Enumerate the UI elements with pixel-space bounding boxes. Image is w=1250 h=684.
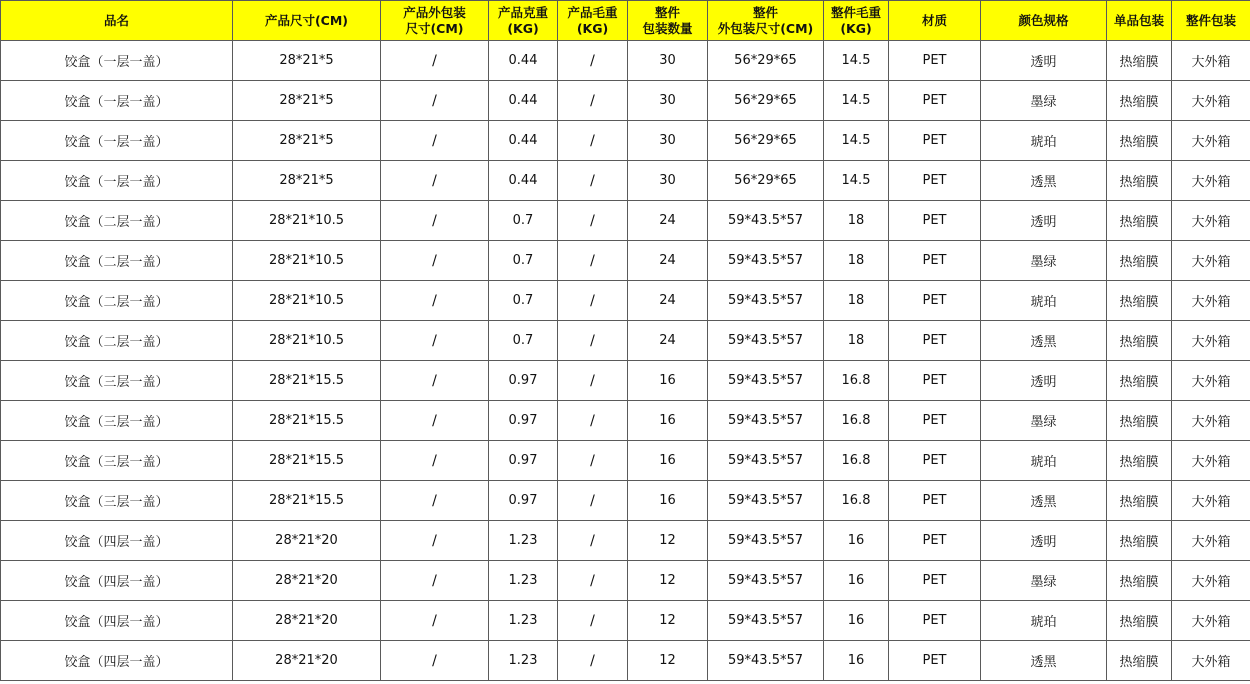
column-header-line: 外包装尺寸(CM) — [717, 20, 814, 36]
cell-carton-pack[interactable]: 大外箱 — [1172, 441, 1250, 481]
cell-size[interactable]: 28*21*10.5 — [233, 281, 381, 321]
cell-carton-size[interactable]: 59*43.5*57 — [708, 641, 824, 681]
cell-unit-pack[interactable]: 热缩膜 — [1107, 521, 1172, 561]
cell-gross-weight[interactable]: / — [558, 361, 628, 401]
cell-gross-weight[interactable]: / — [558, 601, 628, 641]
column-header-carton-weight[interactable] — [824, 1, 889, 41]
cell-carton-pack[interactable]: 大外箱 — [1172, 561, 1250, 601]
cell-color[interactable]: 墨绿 — [981, 81, 1107, 121]
cell-size[interactable]: 28*21*5 — [233, 121, 381, 161]
cell-outer-size[interactable]: / — [381, 201, 489, 241]
column-header-line: 材质 — [921, 12, 947, 28]
column-header-line: 产品尺寸(CM) — [264, 12, 349, 28]
cell-gross-weight[interactable]: / — [558, 561, 628, 601]
cell-size[interactable]: 28*21*20 — [233, 641, 381, 681]
cell-carton-size[interactable]: 59*43.5*57 — [708, 201, 824, 241]
cell-outer-size[interactable]: / — [381, 241, 489, 281]
table-row — [1, 121, 1250, 161]
cell-gross-weight[interactable]: / — [558, 41, 628, 81]
cell-carton-weight[interactable]: 18 — [824, 281, 889, 321]
cell-outer-size[interactable]: / — [381, 281, 489, 321]
table-row — [1, 201, 1250, 241]
cell-size[interactable]: 28*21*5 — [233, 41, 381, 81]
table-row — [1, 641, 1250, 681]
table-body — [1, 41, 1250, 681]
cell-unit-pack[interactable]: 热缩膜 — [1107, 121, 1172, 161]
cell-outer-size[interactable]: / — [381, 601, 489, 641]
table-row — [1, 321, 1250, 361]
cell-carton-size[interactable]: 59*43.5*57 — [708, 401, 824, 441]
cell-name[interactable]: 饺盒（四层一盖） — [1, 601, 233, 641]
cell-carton-pack[interactable]: 大外箱 — [1172, 161, 1250, 201]
table-row — [1, 241, 1250, 281]
cell-color[interactable]: 透黑 — [981, 481, 1107, 521]
cell-name[interactable]: 饺盒（四层一盖） — [1, 561, 233, 601]
cell-color[interactable]: 琥珀 — [981, 601, 1107, 641]
cell-carton-weight[interactable]: 16.8 — [824, 441, 889, 481]
cell-gross-weight[interactable]: / — [558, 641, 628, 681]
cell-unit-pack[interactable]: 热缩膜 — [1107, 401, 1172, 441]
cell-size[interactable]: 28*21*5 — [233, 161, 381, 201]
cell-carton-weight[interactable]: 14.5 — [824, 121, 889, 161]
cell-carton-size[interactable]: 59*43.5*57 — [708, 321, 824, 361]
cell-carton-pack[interactable]: 大外箱 — [1172, 241, 1250, 281]
cell-size[interactable]: 28*21*15.5 — [233, 361, 381, 401]
cell-carton-pack[interactable]: 大外箱 — [1172, 121, 1250, 161]
cell-carton-qty[interactable]: 24 — [628, 241, 708, 281]
cell-name[interactable]: 饺盒（一层一盖） — [1, 81, 233, 121]
cell-carton-pack[interactable]: 大外箱 — [1172, 521, 1250, 561]
cell-material[interactable]: PET — [889, 81, 981, 121]
cell-size[interactable]: 28*21*5 — [233, 81, 381, 121]
cell-carton-weight[interactable]: 16.8 — [824, 481, 889, 521]
cell-carton-qty[interactable]: 12 — [628, 521, 708, 561]
cell-gross-weight[interactable]: / — [558, 81, 628, 121]
column-header-net-weight[interactable] — [489, 1, 558, 41]
cell-carton-weight[interactable]: 16 — [824, 561, 889, 601]
cell-unit-pack[interactable]: 热缩膜 — [1107, 41, 1172, 81]
column-header-carton-pack[interactable] — [1172, 1, 1250, 41]
table-row — [1, 81, 1250, 121]
cell-carton-qty[interactable]: 30 — [628, 121, 708, 161]
cell-carton-weight[interactable]: 16.8 — [824, 361, 889, 401]
column-header-line: 整件毛重 — [830, 4, 881, 20]
cell-net-weight[interactable]: 1.23 — [489, 561, 558, 601]
column-header-line: 品名 — [103, 12, 129, 28]
cell-color[interactable]: 透明 — [981, 201, 1107, 241]
cell-name[interactable]: 饺盒（二层一盖） — [1, 201, 233, 241]
cell-net-weight[interactable]: 0.97 — [489, 441, 558, 481]
column-header-line: 产品克重 — [497, 4, 548, 20]
cell-gross-weight[interactable]: / — [558, 441, 628, 481]
cell-carton-weight[interactable]: 14.5 — [824, 41, 889, 81]
table-row — [1, 561, 1250, 601]
cell-carton-size[interactable]: 59*43.5*57 — [708, 481, 824, 521]
cell-outer-size[interactable]: / — [381, 361, 489, 401]
column-header-line: (KG) — [507, 20, 539, 36]
cell-net-weight[interactable]: 0.44 — [489, 121, 558, 161]
cell-carton-qty[interactable]: 16 — [628, 481, 708, 521]
column-header-line: 产品毛重 — [567, 4, 618, 20]
cell-outer-size[interactable]: / — [381, 641, 489, 681]
cell-name[interactable]: 饺盒（三层一盖） — [1, 361, 233, 401]
cell-carton-size[interactable]: 59*43.5*57 — [708, 441, 824, 481]
column-header-line: 单品包装 — [1113, 12, 1164, 28]
cell-carton-qty[interactable]: 30 — [628, 41, 708, 81]
column-header-gross-weight[interactable] — [558, 1, 628, 41]
cell-net-weight[interactable]: 0.7 — [489, 321, 558, 361]
cell-material[interactable]: PET — [889, 521, 981, 561]
cell-unit-pack[interactable]: 热缩膜 — [1107, 641, 1172, 681]
cell-name[interactable]: 饺盒（四层一盖） — [1, 641, 233, 681]
cell-carton-pack[interactable]: 大外箱 — [1172, 281, 1250, 321]
table-row — [1, 601, 1250, 641]
cell-unit-pack[interactable]: 热缩膜 — [1107, 561, 1172, 601]
cell-material[interactable]: PET — [889, 121, 981, 161]
cell-carton-qty[interactable]: 12 — [628, 601, 708, 641]
cell-carton-pack[interactable]: 大外箱 — [1172, 481, 1250, 521]
cell-outer-size[interactable]: / — [381, 561, 489, 601]
cell-material[interactable]: PET — [889, 161, 981, 201]
cell-carton-weight[interactable]: 18 — [824, 321, 889, 361]
table-row — [1, 161, 1250, 201]
column-header-unit-pack[interactable] — [1107, 1, 1172, 41]
cell-gross-weight[interactable]: / — [558, 241, 628, 281]
table-row — [1, 41, 1250, 81]
cell-carton-qty[interactable]: 30 — [628, 81, 708, 121]
cell-net-weight[interactable]: 0.7 — [489, 201, 558, 241]
column-header-carton-qty[interactable] — [628, 1, 708, 41]
cell-outer-size[interactable]: / — [381, 161, 489, 201]
cell-material[interactable]: PET — [889, 401, 981, 441]
cell-unit-pack[interactable]: 热缩膜 — [1107, 441, 1172, 481]
cell-outer-size[interactable]: / — [381, 321, 489, 361]
cell-size[interactable]: 28*21*10.5 — [233, 201, 381, 241]
cell-carton-qty[interactable]: 16 — [628, 361, 708, 401]
table-row — [1, 361, 1250, 401]
cell-carton-qty[interactable]: 16 — [628, 401, 708, 441]
cell-net-weight[interactable]: 1.23 — [489, 521, 558, 561]
cell-material[interactable]: PET — [889, 241, 981, 281]
cell-net-weight[interactable]: 0.44 — [489, 161, 558, 201]
column-header-size[interactable] — [233, 1, 381, 41]
column-header-line: 整件 — [654, 4, 680, 20]
cell-gross-weight[interactable]: / — [558, 481, 628, 521]
table-row — [1, 281, 1250, 321]
cell-carton-size[interactable]: 56*29*65 — [708, 121, 824, 161]
cell-size[interactable]: 28*21*10.5 — [233, 241, 381, 281]
cell-net-weight[interactable]: 0.7 — [489, 281, 558, 321]
cell-carton-pack[interactable]: 大外箱 — [1172, 401, 1250, 441]
cell-material[interactable]: PET — [889, 201, 981, 241]
cell-outer-size[interactable]: / — [381, 81, 489, 121]
cell-carton-size[interactable]: 59*43.5*57 — [708, 281, 824, 321]
cell-outer-size[interactable]: / — [381, 121, 489, 161]
cell-carton-pack[interactable]: 大外箱 — [1172, 641, 1250, 681]
column-header-line: 整件 — [752, 4, 778, 20]
cell-carton-qty[interactable]: 24 — [628, 281, 708, 321]
cell-gross-weight[interactable]: / — [558, 521, 628, 561]
cell-size[interactable]: 28*21*15.5 — [233, 441, 381, 481]
cell-color[interactable]: 透明 — [981, 521, 1107, 561]
cell-net-weight[interactable]: 0.7 — [489, 241, 558, 281]
cell-material[interactable]: PET — [889, 601, 981, 641]
cell-carton-weight[interactable]: 14.5 — [824, 161, 889, 201]
cell-color[interactable]: 墨绿 — [981, 561, 1107, 601]
cell-color[interactable]: 透黑 — [981, 321, 1107, 361]
cell-net-weight[interactable]: 1.23 — [489, 641, 558, 681]
cell-material[interactable]: PET — [889, 321, 981, 361]
cell-color[interactable]: 透明 — [981, 361, 1107, 401]
column-header-carton-size[interactable] — [708, 1, 824, 41]
cell-gross-weight[interactable]: / — [558, 281, 628, 321]
column-header-line: (KG) — [840, 20, 872, 36]
cell-size[interactable]: 28*21*10.5 — [233, 321, 381, 361]
cell-carton-size[interactable]: 56*29*65 — [708, 41, 824, 81]
cell-name[interactable]: 饺盒（一层一盖） — [1, 41, 233, 81]
column-header-material[interactable] — [889, 1, 981, 41]
cell-material[interactable]: PET — [889, 641, 981, 681]
cell-unit-pack[interactable]: 热缩膜 — [1107, 601, 1172, 641]
cell-carton-size[interactable]: 56*29*65 — [708, 161, 824, 201]
column-header-line: 颜色规格 — [1018, 12, 1069, 28]
table-row — [1, 441, 1250, 481]
cell-material[interactable]: PET — [889, 41, 981, 81]
cell-unit-pack[interactable]: 热缩膜 — [1107, 161, 1172, 201]
cell-name[interactable]: 饺盒（二层一盖） — [1, 281, 233, 321]
cell-carton-pack[interactable]: 大外箱 — [1172, 321, 1250, 361]
cell-carton-pack[interactable]: 大外箱 — [1172, 81, 1250, 121]
cell-material[interactable]: PET — [889, 481, 981, 521]
column-header-line: 产品外包装 — [403, 4, 466, 20]
cell-gross-weight[interactable]: / — [558, 401, 628, 441]
cell-carton-weight[interactable]: 16 — [824, 521, 889, 561]
cell-outer-size[interactable]: / — [381, 441, 489, 481]
cell-unit-pack[interactable]: 热缩膜 — [1107, 201, 1172, 241]
cell-material[interactable]: PET — [889, 441, 981, 481]
cell-carton-size[interactable]: 56*29*65 — [708, 81, 824, 121]
cell-net-weight[interactable]: 1.23 — [489, 601, 558, 641]
cell-outer-size[interactable]: / — [381, 401, 489, 441]
table-row — [1, 481, 1250, 521]
cell-carton-weight[interactable]: 14.5 — [824, 81, 889, 121]
cell-unit-pack[interactable]: 热缩膜 — [1107, 281, 1172, 321]
column-header-line: 整件包装 — [1185, 12, 1236, 28]
cell-carton-size[interactable]: 59*43.5*57 — [708, 361, 824, 401]
cell-carton-pack[interactable]: 大外箱 — [1172, 601, 1250, 641]
cell-color[interactable]: 琥珀 — [981, 441, 1107, 481]
cell-color[interactable]: 墨绿 — [981, 401, 1107, 441]
column-header-line: 尺寸(CM) — [405, 20, 464, 36]
cell-carton-weight[interactable]: 16 — [824, 641, 889, 681]
cell-name[interactable]: 饺盒（一层一盖） — [1, 121, 233, 161]
cell-net-weight[interactable]: 0.97 — [489, 481, 558, 521]
cell-net-weight[interactable]: 0.44 — [489, 81, 558, 121]
cell-color[interactable]: 琥珀 — [981, 121, 1107, 161]
cell-carton-qty[interactable]: 24 — [628, 201, 708, 241]
cell-unit-pack[interactable]: 热缩膜 — [1107, 361, 1172, 401]
cell-unit-pack[interactable]: 热缩膜 — [1107, 321, 1172, 361]
cell-size[interactable]: 28*21*15.5 — [233, 401, 381, 441]
column-header-line: (KG) — [576, 20, 609, 36]
cell-carton-weight[interactable]: 16 — [824, 601, 889, 641]
cell-carton-size[interactable]: 59*43.5*57 — [708, 521, 824, 561]
cell-carton-qty[interactable]: 12 — [628, 561, 708, 601]
column-header-color[interactable] — [981, 1, 1107, 41]
cell-gross-weight[interactable]: / — [558, 321, 628, 361]
cell-carton-weight[interactable]: 18 — [824, 201, 889, 241]
cell-color[interactable]: 透黑 — [981, 641, 1107, 681]
cell-size[interactable]: 28*21*15.5 — [233, 481, 381, 521]
cell-name[interactable]: 饺盒（四层一盖） — [1, 521, 233, 561]
cell-name[interactable]: 饺盒（三层一盖） — [1, 401, 233, 441]
cell-size[interactable]: 28*21*20 — [233, 561, 381, 601]
cell-color[interactable]: 墨绿 — [981, 241, 1107, 281]
cell-carton-qty[interactable]: 24 — [628, 321, 708, 361]
column-header-name[interactable] — [1, 1, 233, 41]
cell-unit-pack[interactable]: 热缩膜 — [1107, 241, 1172, 281]
cell-carton-qty[interactable]: 16 — [628, 441, 708, 481]
cell-material[interactable]: PET — [889, 281, 981, 321]
cell-carton-qty[interactable]: 30 — [628, 161, 708, 201]
cell-carton-pack[interactable]: 大外箱 — [1172, 361, 1250, 401]
cell-size[interactable]: 28*21*20 — [233, 601, 381, 641]
table-row — [1, 401, 1250, 441]
cell-name[interactable]: 饺盒（一层一盖） — [1, 161, 233, 201]
cell-carton-pack[interactable]: 大外箱 — [1172, 41, 1250, 81]
table-row — [1, 521, 1250, 561]
column-header-outer-size[interactable] — [381, 1, 489, 41]
cell-color[interactable]: 透明 — [981, 41, 1107, 81]
cell-unit-pack[interactable]: 热缩膜 — [1107, 81, 1172, 121]
cell-outer-size[interactable]: / — [381, 41, 489, 81]
cell-carton-size[interactable]: 59*43.5*57 — [708, 601, 824, 641]
cell-name[interactable]: 饺盒（三层一盖） — [1, 481, 233, 521]
cell-name[interactable]: 饺盒（三层一盖） — [1, 441, 233, 481]
cell-carton-pack[interactable]: 大外箱 — [1172, 201, 1250, 241]
cell-net-weight[interactable]: 0.97 — [489, 401, 558, 441]
cell-gross-weight[interactable]: / — [558, 201, 628, 241]
cell-carton-weight[interactable]: 18 — [824, 241, 889, 281]
cell-net-weight[interactable]: 0.97 — [489, 361, 558, 401]
cell-size[interactable]: 28*21*20 — [233, 521, 381, 561]
cell-carton-qty[interactable]: 12 — [628, 641, 708, 681]
cell-material[interactable]: PET — [889, 361, 981, 401]
cell-outer-size[interactable]: / — [381, 481, 489, 521]
column-header-line: 包装数量 — [642, 20, 693, 36]
cell-gross-weight[interactable]: / — [558, 161, 628, 201]
cell-name[interactable]: 饺盒（二层一盖） — [1, 241, 233, 281]
cell-outer-size[interactable]: / — [381, 521, 489, 561]
cell-unit-pack[interactable]: 热缩膜 — [1107, 481, 1172, 521]
cell-carton-size[interactable]: 59*43.5*57 — [708, 561, 824, 601]
cell-color[interactable]: 琥珀 — [981, 281, 1107, 321]
cell-name[interactable]: 饺盒（二层一盖） — [1, 321, 233, 361]
cell-gross-weight[interactable]: / — [558, 121, 628, 161]
cell-material[interactable]: PET — [889, 561, 981, 601]
header-row — [1, 1, 1250, 41]
cell-color[interactable]: 透黑 — [981, 161, 1107, 201]
cell-net-weight[interactable]: 0.44 — [489, 41, 558, 81]
cell-carton-weight[interactable]: 16.8 — [824, 401, 889, 441]
cell-carton-size[interactable]: 59*43.5*57 — [708, 241, 824, 281]
